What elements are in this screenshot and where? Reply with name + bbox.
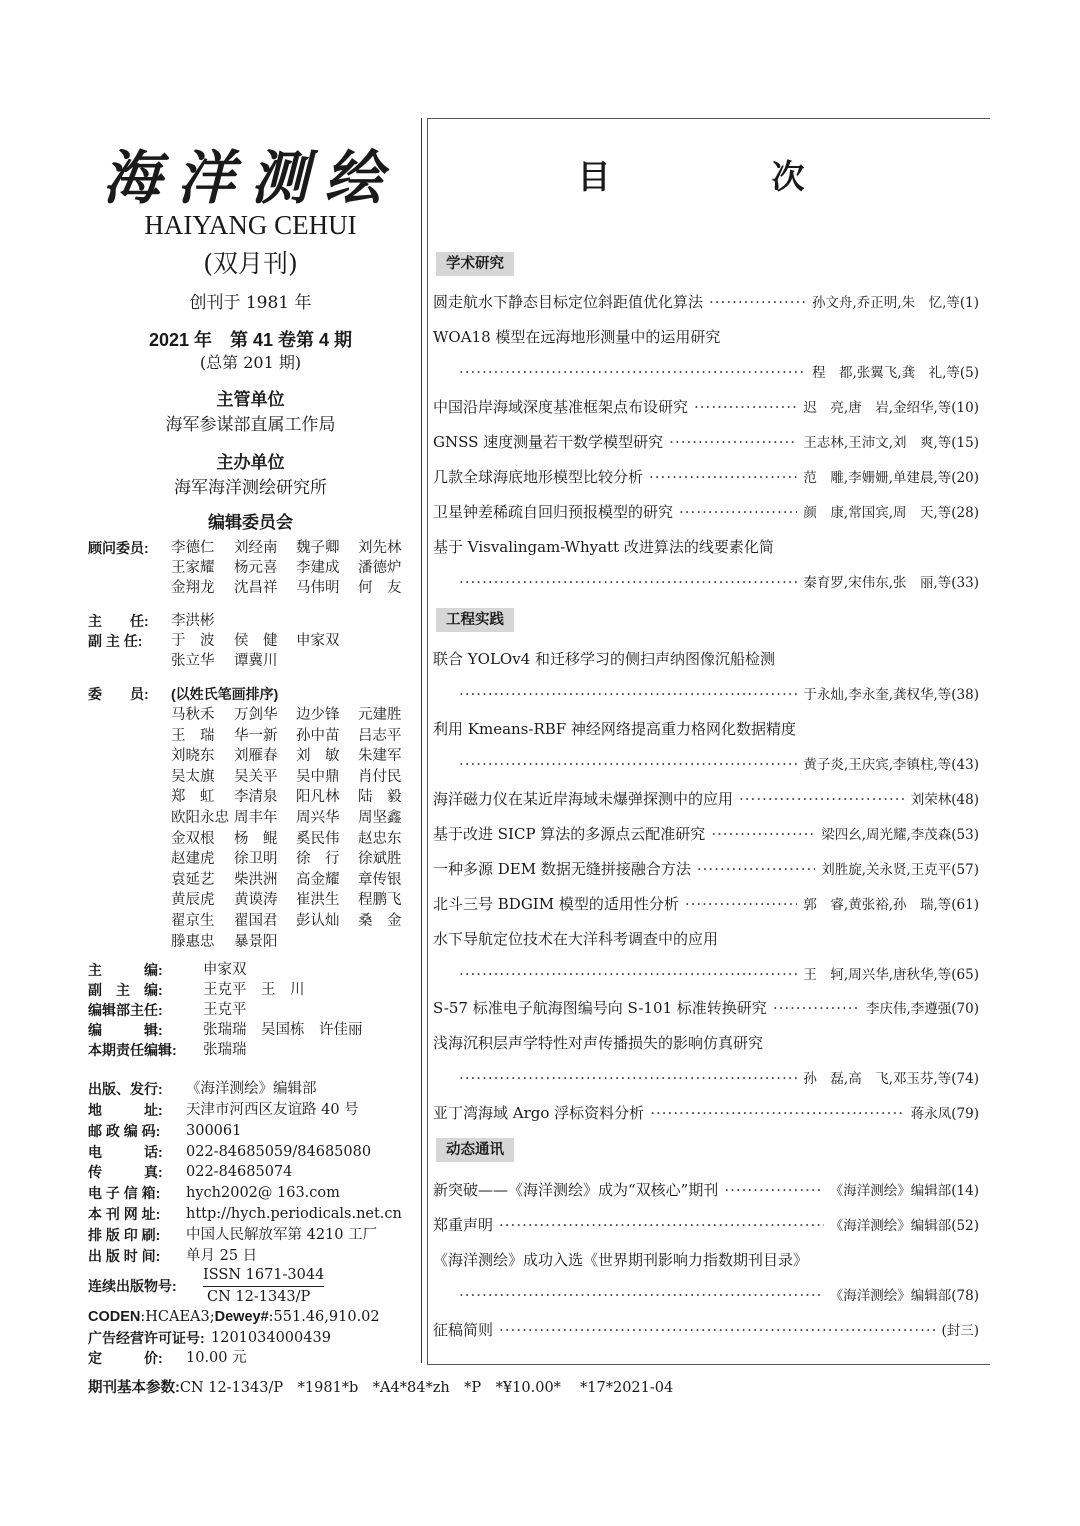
publisher-label: 出版、发行: <box>88 1081 163 1097</box>
leader-dots <box>773 996 860 1020</box>
toc-entry-authors: 《海洋测绘》编辑部(52) <box>829 1218 979 1234</box>
editor-value: 王克平 <box>203 1002 247 1018</box>
leader-dots <box>459 1283 824 1307</box>
advisor-name: 沈昌祥 <box>234 580 278 596</box>
toc-entry-title: 《海洋测绘》成功入选《世界期刊影响力指数期刊目录》 <box>433 1251 809 1269</box>
toc-entry-authors: 《海洋测绘》编辑部(78) <box>829 1288 979 1304</box>
frequency: (双月刊) <box>203 249 298 278</box>
member-name: 郑 虹 <box>171 789 215 806</box>
member-name: 赵建虎 <box>171 851 215 868</box>
member-name: 马秋禾 <box>171 707 215 723</box>
editor-value: 申家双 <box>203 962 247 978</box>
member-name: 刘 敏 <box>296 748 340 765</box>
toc-section-heading: 工程实践 <box>436 608 514 632</box>
toc-entry[interactable] <box>433 717 979 741</box>
leader-dots <box>649 465 797 489</box>
website-value: http://hych.periodicals.net.cn <box>186 1206 402 1222</box>
toc-entry-authors: 郭 睿,黄张裕,孙 瑞,等(61) <box>803 897 979 913</box>
toc-entry-title: 利用 Kmeans-RBF 神经网络提高重力格网化数据精度 <box>433 720 796 738</box>
journal-title: 海洋测绘 <box>102 144 399 212</box>
member-name: 吕志平 <box>358 727 402 744</box>
editor-label: 编辑部主任: <box>88 1002 163 1018</box>
member-name: 翟国君 <box>234 913 278 929</box>
toc-entry-authors: 王 轲,周兴华,唐秋华,等(65) <box>803 967 979 983</box>
leader-dots <box>459 570 797 594</box>
director-label: 主 任: <box>88 613 149 629</box>
issue-number: 2021 年 第 41 卷第 4 期 <box>148 330 353 350</box>
member-name: 欧阳永忠 <box>171 810 229 826</box>
supervisor-heading: 主管单位 <box>216 390 285 409</box>
toc-entry-title: 水下导航定位技术在大洋科考调查中的应用 <box>433 930 719 948</box>
license-label: 广告经营许可证号: <box>88 1330 205 1346</box>
editor-label: 副 主 编: <box>88 982 163 998</box>
toc-entry-title: 卫星钟差稀疏自回归预报模型的研究 <box>433 503 674 521</box>
toc-entry-title: 北斗三号 BDGIM 模型的适用性分析 <box>433 895 679 913</box>
member-name: 周坚鑫 <box>358 810 402 826</box>
member-name: 暴景阳 <box>234 933 278 950</box>
toc-entry-title: 联合 YOLOv4 和迁移学习的侧扫声纳图像沉船检测 <box>433 650 776 668</box>
toc-entry-title: 新突破——《海洋测绘》成为“双核心”期刊 <box>433 1181 719 1199</box>
leader-dots <box>679 500 797 524</box>
advisor-name: 马伟明 <box>296 580 340 596</box>
leader-dots <box>711 822 815 846</box>
leader-dots <box>669 430 797 454</box>
toc-entry-title: 郑重声明 <box>433 1216 494 1234</box>
toc-entry-title: 圆走航水下静态目标定位斜距值优化算法 <box>433 293 704 311</box>
toc-entry-continuation[interactable] <box>433 962 979 986</box>
toc-entry-title: 基于 Visvalingam-Whyatt 改进算法的线要素化简 <box>433 538 774 556</box>
leader-dots <box>650 1101 905 1125</box>
member-name: 吴中鼎 <box>296 768 340 785</box>
leader-dots <box>709 290 806 314</box>
sponsor-name: 海军海洋测绘研究所 <box>174 478 327 498</box>
phone-label: 电 话: <box>88 1144 163 1160</box>
member-name: 周兴华 <box>296 810 340 826</box>
leader-dots <box>739 787 905 811</box>
member-name: 徐 行 <box>296 851 340 868</box>
deputy-name: 侯 健 <box>234 633 278 649</box>
member-name: 赵忠东 <box>358 830 402 847</box>
serial-numbers <box>203 1265 324 1307</box>
member-name: 孙中苗 <box>296 727 340 744</box>
toc-section-heading: 动态通讯 <box>436 1138 514 1162</box>
journal-params-value: CN 12-1343/P *1981*b *A4*84*zh *P *¥10.00* *17*2021-04 <box>179 1380 674 1396</box>
toc-entry-title: S-57 标准电子航海图编号向 S-101 标准转换研究 <box>433 999 767 1017</box>
member-name: 袁延艺 <box>171 871 215 888</box>
editor-label: 编 辑: <box>88 1022 163 1038</box>
serial-label: 连续出版物号: <box>88 1278 177 1294</box>
license-value: 1201034000439 <box>211 1330 331 1346</box>
member-name: 徐卫明 <box>234 851 278 868</box>
toc-title: 目 次 <box>577 158 869 195</box>
price-label: 定 价: <box>88 1350 163 1366</box>
leader-dots <box>499 1213 824 1237</box>
editor-value: 张瑞瑞 吴国栋 许佳丽 <box>203 1022 363 1038</box>
member-name: 肖付民 <box>358 768 402 785</box>
leader-dots <box>459 1066 797 1090</box>
toc-section-heading: 学术研究 <box>436 252 514 276</box>
member-name: 徐斌胜 <box>358 851 402 868</box>
advisors-label: 顾问委员: <box>88 540 149 556</box>
member-name: 程鹏飞 <box>358 892 402 909</box>
masthead-column <box>88 0 413 1526</box>
advisor-name: 杨元喜 <box>234 560 278 576</box>
toc-entry-title: 一种多源 DEM 数据无缝拼接融合方法 <box>433 860 691 878</box>
member-name: 高金耀 <box>296 871 340 888</box>
toc-entry-authors: 刘荣林(48) <box>910 792 979 808</box>
toc-entry-continuation[interactable] <box>433 1283 979 1307</box>
editor-label: 主 编: <box>88 962 163 978</box>
email-value: hych2002@ 163.com <box>186 1185 340 1201</box>
toc-entry-authors: 迟 亮,唐 岩,金绍华,等(10) <box>803 400 979 416</box>
toc-entry[interactable] <box>433 500 979 524</box>
printer-value: 中国人民解放军第 4210 工厂 <box>186 1227 378 1243</box>
toc-entry-authors: 刘胜旋,关永贤,王克平(57) <box>821 862 979 878</box>
postcode-value: 300061 <box>186 1123 242 1139</box>
member-name: 章传银 <box>358 871 402 888</box>
editor-value: 王克平 王 川 <box>203 982 305 998</box>
toc-entry[interactable] <box>433 822 979 846</box>
member-name: 李清泉 <box>234 789 278 806</box>
member-name: 刘晓东 <box>171 748 215 765</box>
issn: ISSN 1671-3044 <box>203 1265 324 1287</box>
phone-value: 022-84685059/84685080 <box>186 1144 372 1160</box>
founded-year: 创刊于 1981 年 <box>189 293 312 313</box>
fax-label: 传 真: <box>88 1164 163 1180</box>
toc-entry-authors: 孙文舟,乔正明,朱 忆,等(1) <box>812 295 979 311</box>
member-name: 边少锋 <box>296 707 340 723</box>
toc-entry-title: 几款全球海底地形模型比较分析 <box>433 468 644 486</box>
members-note: (以姓氏笔画排序) <box>171 686 279 702</box>
code-line <box>88 1307 380 1327</box>
toc-entry[interactable] <box>433 1248 979 1272</box>
leader-dots <box>694 395 797 419</box>
toc-entry[interactable] <box>433 395 979 419</box>
board-heading: 编辑委员会 <box>208 513 293 532</box>
toc-entry-continuation[interactable] <box>433 570 979 594</box>
leader-dots <box>685 892 798 916</box>
toc-entry-authors: 《海洋测绘》编辑部(14) <box>829 1183 979 1199</box>
advisor-name: 李建成 <box>296 560 340 576</box>
price-value: 10.00 元 <box>186 1350 247 1366</box>
toc-entry[interactable] <box>433 787 979 811</box>
advisor-name: 刘经南 <box>234 540 278 556</box>
address-value: 天津市河西区友谊路 40 号 <box>186 1102 359 1118</box>
toc-entry-title: 中国沿岸海域深度基准框架点布设研究 <box>433 398 689 416</box>
toc-entry-title: WOA18 模型在远海地形测量中的运用研究 <box>433 328 721 346</box>
advisor-name: 李德仁 <box>171 540 215 556</box>
member-name: 吴关平 <box>234 768 278 785</box>
member-name: 崔洪生 <box>296 892 340 909</box>
toc-entry-continuation[interactable] <box>433 1066 979 1090</box>
member-name: 周丰年 <box>234 810 278 826</box>
sponsor-heading: 主办单位 <box>216 453 285 472</box>
member-name: 黄辰虎 <box>171 892 215 909</box>
toc-entry[interactable] <box>433 927 979 951</box>
toc-entry-title: 征稿简则 <box>433 1321 494 1339</box>
toc-entry-continuation[interactable] <box>433 752 979 776</box>
publisher-value: 《海洋测绘》编辑部 <box>186 1081 317 1097</box>
director-name: 李洪彬 <box>171 613 215 629</box>
printer-label: 排 版 印 刷: <box>88 1227 161 1243</box>
member-name: 翟京生 <box>171 913 215 929</box>
toc-entry-authors: 王志林,王沛文,刘 爽,等(15) <box>803 435 979 451</box>
member-name: 黄谟涛 <box>234 892 278 909</box>
member-name: 万剑华 <box>234 707 278 723</box>
toc-entry[interactable] <box>433 430 979 454</box>
cn-number: CN 12-1343/P <box>207 1289 311 1305</box>
member-name: 王 瑞 <box>171 727 215 744</box>
toc-entry-title: 基于改进 SICP 算法的多源点云配准研究 <box>433 825 706 843</box>
member-name: 元建胜 <box>358 707 402 723</box>
editor-label: 本期责任编辑: <box>88 1042 177 1058</box>
member-name: 金双根 <box>171 830 215 847</box>
advisor-name: 潘德炉 <box>358 560 402 576</box>
column-divider <box>421 118 422 1363</box>
coden-value: :HCAEA3; <box>140 1309 215 1325</box>
toc-entry[interactable] <box>433 1178 979 1202</box>
website-label: 本 刊 网 址: <box>88 1206 161 1222</box>
member-name: 刘雁春 <box>234 748 278 765</box>
toc-entry[interactable] <box>433 647 979 671</box>
toc-entry-authors: 黄子炎,王庆宾,李镇柱,等(43) <box>803 757 979 773</box>
deputy-name: 于 波 <box>171 633 215 649</box>
journal-title-en: HAIYANG CEHUI <box>144 210 357 240</box>
leader-dots <box>459 682 797 706</box>
toc-entry[interactable] <box>433 1318 979 1342</box>
advisor-name: 刘先林 <box>358 540 402 556</box>
toc-entry[interactable] <box>433 290 979 314</box>
toc-entry[interactable] <box>433 996 979 1020</box>
deputy-name: 申家双 <box>296 633 340 649</box>
member-name: 陆 毅 <box>358 789 402 806</box>
journal-params <box>88 1378 673 1398</box>
pubdate-label: 出 版 时 间: <box>88 1248 161 1264</box>
toc-entry-authors: 范 雕,李姗姗,单建晨,等(20) <box>803 470 979 486</box>
toc-entry-authors: 程 都,张翼飞,龚 礼,等(5) <box>812 365 979 381</box>
postcode-label: 邮 政 编 码: <box>88 1123 161 1139</box>
toc-entry-authors: 梁四幺,周光耀,李茂森(53) <box>821 827 979 843</box>
toc-entry[interactable] <box>433 465 979 489</box>
toc-entry[interactable] <box>433 1031 979 1055</box>
dewey-value: :551.46,910.02 <box>268 1309 380 1325</box>
member-name: 吴太旗 <box>171 768 215 785</box>
toc-entry[interactable] <box>433 892 979 916</box>
leader-dots <box>724 1178 823 1202</box>
fax-value: 022-84685074 <box>186 1164 293 1180</box>
leader-dots <box>499 1318 935 1342</box>
advisor-name: 魏子卿 <box>296 540 340 556</box>
toc-entry-authors: 蒋永凤(79) <box>910 1106 979 1122</box>
member-name: 柴洪洲 <box>234 871 278 888</box>
leader-dots <box>459 752 797 776</box>
toc-entry[interactable] <box>433 857 979 881</box>
journal-params-label: 期刊基本参数: <box>88 1380 180 1396</box>
advisor-name: 何 友 <box>358 580 402 596</box>
toc-entry-authors: 李庆伟,李遵强(70) <box>865 1001 979 1017</box>
member-name: 彭认灿 <box>296 913 340 929</box>
member-name: 华一新 <box>234 727 278 744</box>
coden-label: CODEN <box>88 1309 141 1325</box>
toc-entry-authors: 颜 康,常国宾,周 天,等(28) <box>803 505 979 521</box>
total-issue: (总第 201 期) <box>199 353 302 372</box>
members-label: 委 员: <box>88 686 149 702</box>
toc-entry-continuation[interactable] <box>433 360 979 384</box>
toc-entry-authors: 孙 磊,高 飞,邓玉芬,等(74) <box>803 1071 979 1087</box>
pubdate-value: 单月 25 日 <box>186 1248 258 1264</box>
deputy-label: 副 主 任: <box>88 633 143 649</box>
email-label: 电 子 信 箱: <box>88 1185 161 1201</box>
toc-entry[interactable] <box>433 1213 979 1237</box>
address-label: 地 址: <box>88 1102 163 1118</box>
advisor-name: 金翔龙 <box>171 580 215 596</box>
toc-entry-continuation[interactable] <box>433 682 979 706</box>
toc-entry[interactable] <box>433 325 979 349</box>
toc-entry-title: 浅海沉积层声学特性对声传播损失的影响仿真研究 <box>433 1034 764 1052</box>
toc-entry[interactable] <box>433 535 979 559</box>
leader-dots <box>697 857 815 881</box>
leader-dots <box>459 360 806 384</box>
editor-value: 张瑞瑞 <box>203 1042 247 1058</box>
deputy-name: 谭冀川 <box>234 653 278 669</box>
toc-entry-title: 海洋磁力仪在某近岸海域未爆弹探测中的应用 <box>433 790 734 808</box>
supervisor-name: 海军参谋部直属工作局 <box>165 415 336 435</box>
member-name: 朱建军 <box>358 748 402 765</box>
member-name: 奚民伟 <box>296 830 340 847</box>
toc-entry-authors: 秦育罗,宋伟东,张 丽,等(33) <box>803 575 979 591</box>
member-name: 杨 鲲 <box>234 830 278 847</box>
member-name: 滕惠忠 <box>171 933 215 950</box>
toc-entry-authors: (封三) <box>941 1323 979 1339</box>
toc-entry-authors: 于永灿,李永奎,龚权华,等(38) <box>803 687 979 703</box>
member-name: 桑 金 <box>358 913 402 929</box>
toc-entry[interactable] <box>433 1101 979 1125</box>
member-name: 阳凡林 <box>296 789 340 806</box>
dewey-label: Dewey# <box>214 1309 269 1325</box>
advisor-name: 王家耀 <box>171 560 215 576</box>
leader-dots <box>459 962 797 986</box>
deputy-name: 张立华 <box>171 653 215 669</box>
toc-entry-title: GNSS 速度测量若干数学模型研究 <box>433 433 664 451</box>
toc-entry-title: 亚丁湾海域 Argo 浮标资料分析 <box>433 1104 645 1122</box>
